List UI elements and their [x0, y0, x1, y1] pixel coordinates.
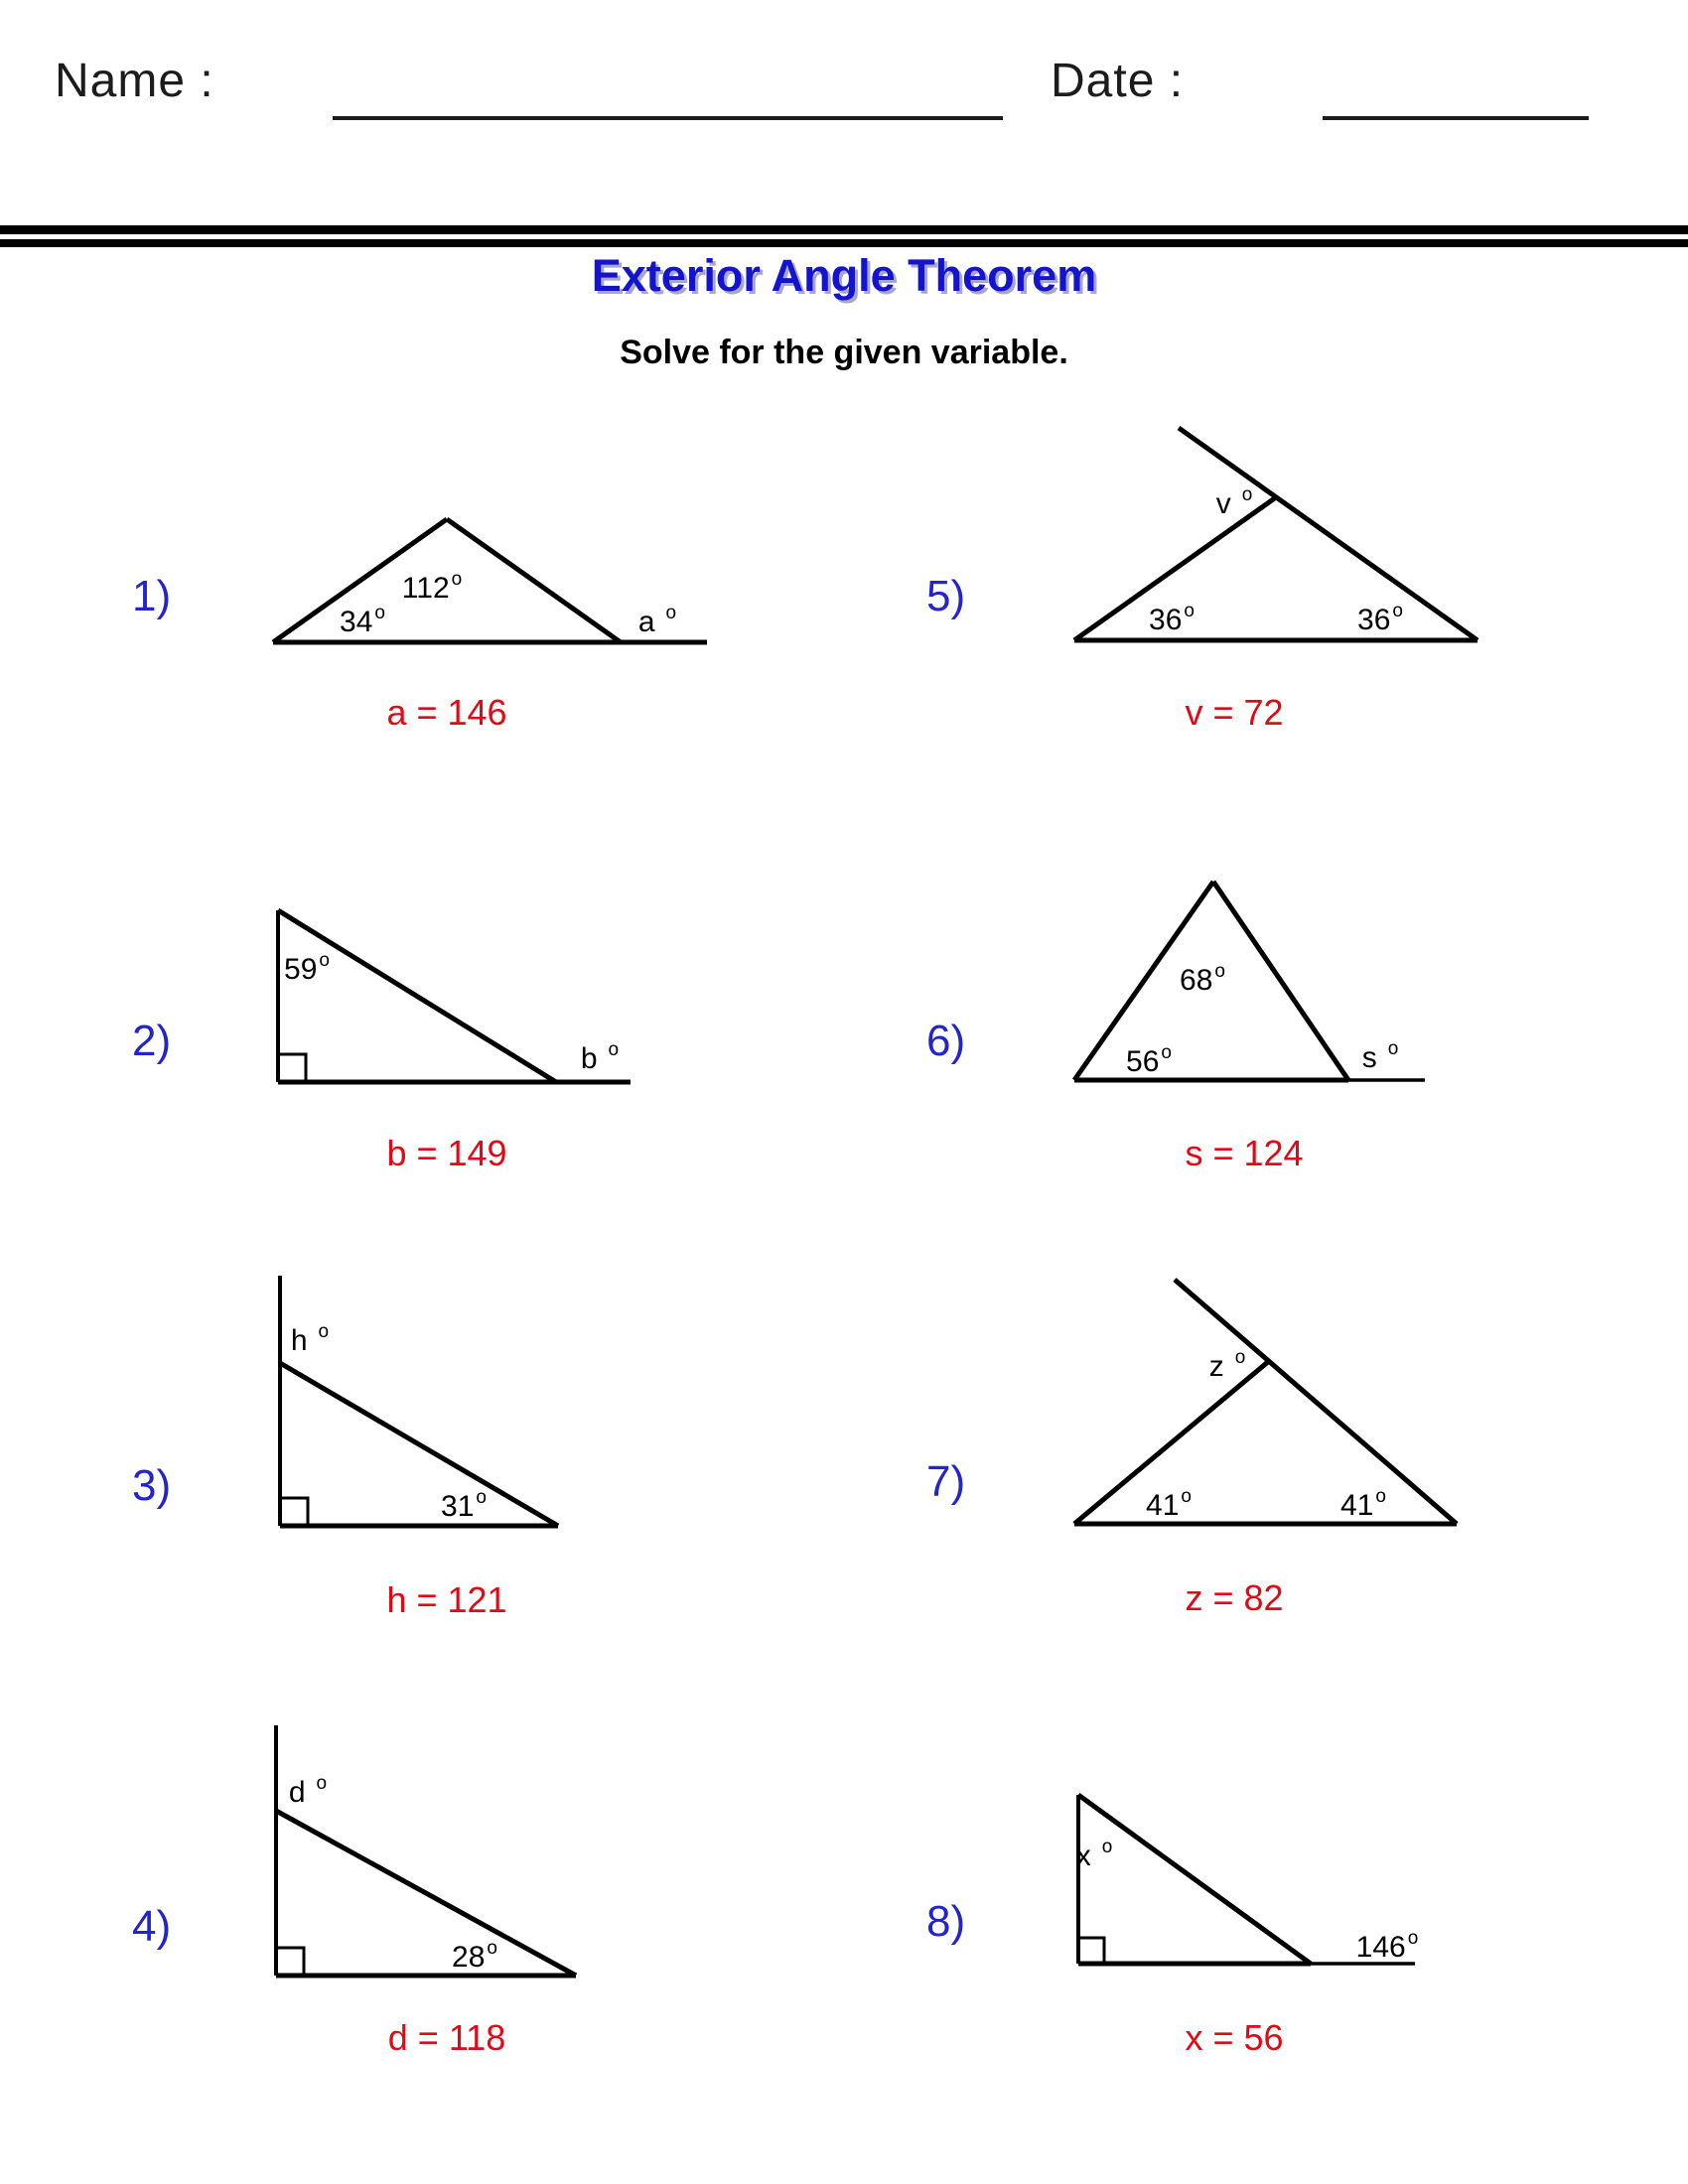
problem-8-figure — [1057, 1777, 1435, 1971]
angle-label-base: 31 $^o$ — [441, 1487, 487, 1523]
triangle-right-side — [447, 519, 621, 642]
triangle-6 — [1053, 864, 1470, 1092]
worksheet-title: Exterior Angle Theorem — [591, 250, 1097, 301]
problem-6-number: 6) — [926, 1017, 966, 1065]
degree-symbol: o — [374, 603, 385, 623]
angle-label-left: 36 $^o$ — [1149, 601, 1195, 636]
problem-5-number: 5) — [926, 572, 966, 620]
name-label: Name : — [55, 55, 214, 107]
degree-symbol: o — [1214, 961, 1225, 982]
angle-label-top: 112 $^o$ — [401, 569, 463, 605]
problem-2-answer: b = 149 — [386, 1133, 507, 1173]
triangle-hypotenuse — [280, 1363, 558, 1526]
angle-label-exterior: d $^o$ — [288, 1773, 328, 1809]
right-angle-marker — [280, 1498, 308, 1526]
name-blank-line[interactable] — [333, 116, 1003, 120]
triangle-hypotenuse — [278, 910, 556, 1082]
right-angle-marker — [278, 1054, 306, 1082]
problem-7-figure — [1053, 1269, 1489, 1529]
angle-label-exterior: a $^o$ — [637, 603, 677, 638]
problem-7-answer: z = 82 — [1185, 1577, 1284, 1618]
right-angle-marker — [276, 1948, 304, 1976]
degree-symbol: o — [1387, 1038, 1399, 1059]
problem-3-figure — [263, 1266, 660, 1539]
date-blank-line[interactable] — [1323, 116, 1589, 120]
angle-label-exterior: b $^o$ — [580, 1039, 620, 1075]
problem-4-number: 4) — [132, 1902, 172, 1951]
degree-symbol: o — [1234, 1347, 1246, 1368]
degree-symbol: o — [608, 1039, 620, 1060]
problem-3-answer: h = 121 — [386, 1579, 507, 1620]
problem-1-answer: a = 146 — [386, 692, 507, 733]
date-label: Date : — [1051, 55, 1185, 107]
degree-symbol: o — [1375, 1486, 1386, 1507]
problem-1-number: 1) — [132, 572, 172, 620]
angle-label-right: 36 $^o$ — [1357, 601, 1403, 636]
degree-symbol: o — [476, 1487, 487, 1508]
header-divider — [0, 225, 1688, 247]
degree-symbol: o — [1184, 601, 1195, 621]
angle-label-top: 68 $^o$ — [1180, 961, 1225, 997]
problem-4-figure — [260, 1715, 657, 1988]
problem-8-answer: x = 56 — [1185, 2017, 1284, 2058]
problem-3-number: 3) — [132, 1461, 172, 1510]
triangle-right-side — [1213, 882, 1348, 1080]
triangle-7 — [1053, 1269, 1489, 1529]
degree-symbol: o — [319, 950, 330, 971]
degree-symbol: o — [665, 603, 677, 623]
angle-label-exterior: h $^o$ — [290, 1321, 330, 1357]
angle-label-exterior: z $^o$ — [1208, 1347, 1246, 1383]
angle-label-exterior: s $^o$ — [1361, 1038, 1399, 1074]
degree-symbol: o — [1161, 1042, 1172, 1063]
degree-symbol: o — [1392, 601, 1403, 621]
problem-6-answer: s = 124 — [1185, 1133, 1304, 1173]
angle-label-exterior: 146 $^o$ — [1355, 1928, 1419, 1964]
angle-label-base: 28 $^o$ — [452, 1938, 497, 1974]
degree-symbol: o — [1181, 1486, 1192, 1507]
degree-symbol: o — [451, 569, 463, 590]
angle-label-top: 59 $^o$ — [284, 950, 330, 986]
problem-6-figure — [1053, 864, 1470, 1092]
problem-5-figure — [1053, 417, 1499, 650]
angle-label-top: x $^o$ — [1075, 1837, 1113, 1872]
problem-2-number: 2) — [132, 1017, 172, 1065]
angle-label-exterior: v $^o$ — [1215, 484, 1253, 520]
degree-symbol: o — [1101, 1837, 1113, 1857]
triangle-hypotenuse — [276, 1811, 576, 1976]
angle-label-left: 41 $^o$ — [1146, 1486, 1192, 1522]
degree-symbol: o — [1241, 484, 1253, 505]
problem-1-figure — [248, 501, 725, 660]
degree-symbol: o — [318, 1321, 330, 1342]
triangle-5 — [1053, 417, 1499, 650]
problem-2-figure — [263, 898, 660, 1097]
worksheet-instructions: Solve for the given variable. — [620, 334, 1068, 371]
problem-4-answer: d = 118 — [387, 2017, 506, 2058]
right-angle-marker — [1078, 1938, 1104, 1964]
degree-symbol: o — [487, 1938, 497, 1959]
degree-symbol: o — [316, 1773, 328, 1794]
problem-5-answer: v = 72 — [1185, 692, 1284, 733]
triangle-hypotenuse — [1075, 1795, 1311, 1964]
degree-symbol: o — [1407, 1928, 1419, 1949]
problem-8-number: 8) — [926, 1897, 966, 1946]
angle-label-left: 34 $^o$ — [340, 603, 385, 638]
problem-7-number: 7) — [926, 1457, 966, 1506]
angle-label-right: 41 $^o$ — [1340, 1486, 1386, 1522]
angle-label-left: 56 $^o$ — [1126, 1042, 1172, 1078]
